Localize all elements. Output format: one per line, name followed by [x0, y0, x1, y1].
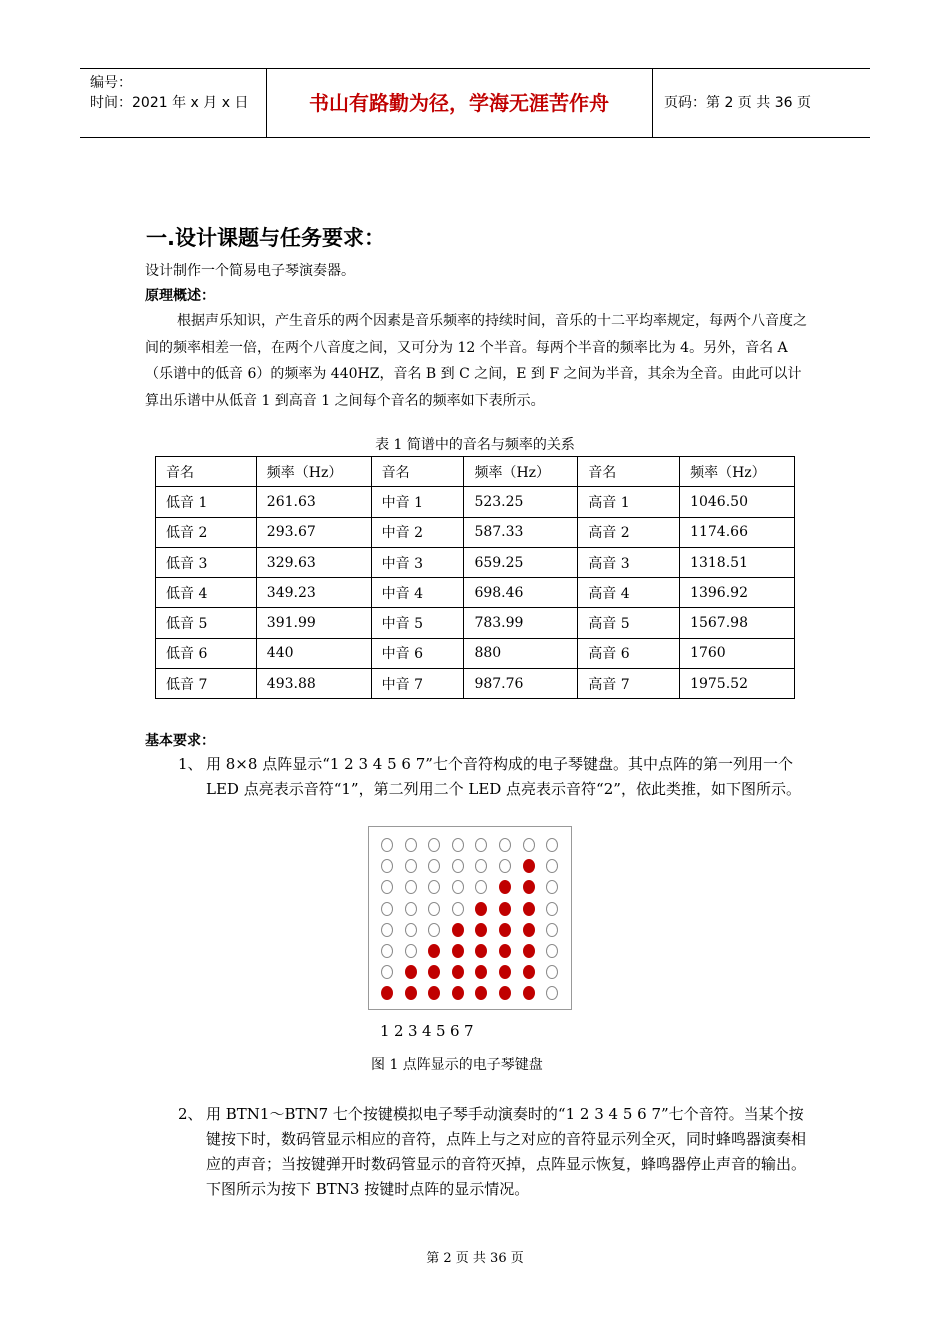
led-dot-off [381, 923, 393, 937]
led-dot-off [381, 944, 393, 958]
matrix-column-numbers [380, 1022, 478, 1040]
header-left [90, 73, 248, 113]
led-dot-on [428, 944, 440, 958]
table-cell: 493.88 [256, 669, 371, 699]
led-dot-off [546, 859, 558, 873]
led-dot-off [452, 838, 464, 852]
table-caption: 表 1 简谱中的音名与频率的关系 [375, 437, 575, 453]
led-dot-off [546, 880, 558, 894]
led-dot-off [546, 965, 558, 979]
matrix-column-number: 5 [436, 1022, 446, 1040]
table-cell: 880 [464, 638, 578, 668]
led-dot-on [523, 923, 535, 937]
table-cell: 987.76 [464, 669, 578, 699]
table-cell: 低音 7 [156, 669, 257, 699]
led-dot-off [405, 902, 417, 916]
table-cell: 659.25 [464, 547, 578, 577]
led-dot-on [499, 965, 511, 979]
led-dot-off [405, 838, 417, 852]
led-dot-on [381, 986, 393, 1000]
led-dot-on [452, 944, 464, 958]
led-dot-off [499, 859, 511, 873]
led-dot-on [405, 986, 417, 1000]
led-dot-off [452, 880, 464, 894]
table-cell: 中音 7 [371, 669, 464, 699]
table-row [156, 638, 795, 668]
table-cell: 1174.66 [680, 517, 795, 547]
table-cell: 587.33 [464, 517, 578, 547]
led-dot-off [428, 838, 440, 852]
led-dot-off [381, 965, 393, 979]
table-cell: 中音 3 [371, 547, 464, 577]
table-row [156, 578, 795, 608]
page-header [80, 68, 870, 138]
table-cell: 1975.52 [680, 669, 795, 699]
table-cell: 1046.50 [680, 487, 795, 517]
led-dot-off [405, 944, 417, 958]
requirements-label: 基本要求： [145, 733, 215, 749]
matrix-column-number: 1 [380, 1022, 390, 1040]
led-dot-off [405, 880, 417, 894]
table-header-cell: 音名 [156, 457, 257, 487]
led-dot-off [475, 880, 487, 894]
led-dot-off [381, 880, 393, 894]
led-dot-off [475, 838, 487, 852]
led-dot-off [452, 859, 464, 873]
led-dot-on [452, 986, 464, 1000]
table-cell: 高音 7 [578, 669, 680, 699]
table-cell: 698.46 [464, 578, 578, 608]
table-cell: 中音 1 [371, 487, 464, 517]
requirement-2 [178, 1102, 818, 1202]
principle-text: 根据声乐知识，产生音乐的两个因素是音乐频率的持续时间，音乐的十二平均率规定，每两个八音度之间的频率相差一倍，在两个八音度之间，又可分为 12 个半音。每两个半音的频率比为 4。另外，音名 A（乐谱中的低音 6）的频率为 440HZ，音名 B 到 C 之间，E 到 F 之间为半音，其余为全音。由此可以计算出乐谱中从低音 1 到高音 1 之间每个音名的频率如下表所示。 [145, 313, 807, 409]
led-dot-off [475, 859, 487, 873]
matrix-column-number: 3 [408, 1022, 418, 1040]
led-dot-on [452, 923, 464, 937]
led-dot-on [428, 986, 440, 1000]
principle-paragraph [145, 308, 815, 414]
requirement-number: 1、 [178, 755, 203, 773]
doc-number: 编号： [90, 75, 132, 91]
led-dot-off [546, 923, 558, 937]
led-dot-on [475, 902, 487, 916]
table-cell: 1396.92 [680, 578, 795, 608]
led-dot-on [523, 944, 535, 958]
led-dot-off [428, 902, 440, 916]
table-cell: 391.99 [256, 608, 371, 638]
led-dot-on [475, 944, 487, 958]
table-header-cell: 频率（Hz） [464, 457, 578, 487]
header-page-info: 页码：第 2 页 共 36 页 [664, 95, 811, 111]
led-dot-on [475, 923, 487, 937]
table-header-cell: 频率（Hz） [680, 457, 795, 487]
table-cell: 中音 6 [371, 638, 464, 668]
table-cell: 中音 2 [371, 517, 464, 547]
table-cell: 中音 5 [371, 608, 464, 638]
led-dot-off [546, 944, 558, 958]
led-dot-off [546, 838, 558, 852]
led-dot-on [523, 880, 535, 894]
table-cell: 329.63 [256, 547, 371, 577]
table-row [156, 517, 795, 547]
led-dot-on [475, 965, 487, 979]
led-dot-off [381, 859, 393, 873]
led-matrix-figure [368, 826, 572, 1010]
header-divider [652, 69, 653, 137]
table-cell: 440 [256, 638, 371, 668]
led-dot-on [523, 965, 535, 979]
table-header-cell: 音名 [371, 457, 464, 487]
task-text: 设计制作一个简易电子琴演奏器。 [145, 263, 355, 279]
table-cell: 1318.51 [680, 547, 795, 577]
led-dot-off [405, 859, 417, 873]
led-dot-on [405, 965, 417, 979]
led-dot-on [499, 923, 511, 937]
table-cell: 293.67 [256, 517, 371, 547]
table-row [156, 487, 795, 517]
matrix-column-number: 2 [394, 1022, 404, 1040]
led-dot-on [499, 880, 511, 894]
led-dot-off [546, 902, 558, 916]
led-dot-off [428, 923, 440, 937]
table-cell: 高音 4 [578, 578, 680, 608]
led-dot-off [428, 859, 440, 873]
table-cell: 低音 4 [156, 578, 257, 608]
requirement-number: 2、 [178, 1105, 203, 1123]
table-cell: 高音 5 [578, 608, 680, 638]
led-dot-off [546, 986, 558, 1000]
requirement-text: 用 8×8 点阵显示“1 2 3 4 5 6 7”七个音符构成的电子琴键盘。其中点阵的第一列用一个 LED 点亮表示音符“1”，第二列用二个 LED 点亮表示音符“2”，依此类推，如下图所示。 [206, 755, 801, 798]
led-dot-off [499, 838, 511, 852]
led-dot-off [405, 923, 417, 937]
led-dot-on [499, 902, 511, 916]
table-cell: 低音 3 [156, 547, 257, 577]
table-cell: 低音 2 [156, 517, 257, 547]
section-title: 一.设计课题与任务要求： [146, 226, 385, 250]
doc-date: 时间：2021 年 x 月 x 日 [90, 95, 249, 111]
led-dot-on [523, 859, 535, 873]
matrix-column-number: 6 [450, 1022, 460, 1040]
table-cell: 低音 6 [156, 638, 257, 668]
table-row [156, 669, 795, 699]
table-header-row [156, 457, 795, 487]
led-dot-off [428, 880, 440, 894]
page-footer: 第 2 页 共 36 页 [426, 1251, 524, 1266]
table-cell: 高音 6 [578, 638, 680, 668]
table-header-cell: 频率（Hz） [256, 457, 371, 487]
led-dot-on [523, 902, 535, 916]
principle-label: 原理概述： [145, 288, 215, 304]
requirement-1 [178, 752, 818, 802]
frequency-table [155, 456, 795, 699]
matrix-column-number: 7 [464, 1022, 474, 1040]
table-cell: 783.99 [464, 608, 578, 638]
table-cell: 低音 5 [156, 608, 257, 638]
header-motto: 书山有路勤为径，学海无涯苦作舟 [309, 91, 609, 115]
table-cell: 高音 3 [578, 547, 680, 577]
led-dot-on [523, 986, 535, 1000]
led-dot-on [499, 944, 511, 958]
table-cell: 261.63 [256, 487, 371, 517]
table-cell: 523.25 [464, 487, 578, 517]
led-dot-off [452, 902, 464, 916]
led-dot-on [475, 986, 487, 1000]
led-dot-on [499, 986, 511, 1000]
led-dot-off [381, 902, 393, 916]
table-cell: 高音 1 [578, 487, 680, 517]
led-dot-off [523, 838, 535, 852]
matrix-column-number: 4 [422, 1022, 432, 1040]
table-cell: 高音 2 [578, 517, 680, 547]
table-header-cell: 音名 [578, 457, 680, 487]
led-dot-on [428, 965, 440, 979]
table-cell: 中音 4 [371, 578, 464, 608]
figure-caption: 图 1 点阵显示的电子琴键盘 [371, 1057, 543, 1073]
led-dot-on [452, 965, 464, 979]
table-cell: 1760 [680, 638, 795, 668]
table-cell: 349.23 [256, 578, 371, 608]
table-cell: 1567.98 [680, 608, 795, 638]
table-cell: 低音 1 [156, 487, 257, 517]
requirement-text: 用 BTN1～BTN7 七个按键模拟电子琴手动演奏时的“1 2 3 4 5 6 7”七个音符。当某个按键按下时，数码管显示相应的音符，点阵上与之对应的音符显示列全灭，同时蜂鸣器演奏相应的声音；当按键弹开时数码管显示的音符灭掉，点阵显示恢复，蜂鸣器停止声音的输出。下图所示为按下 BTN3 按键时点阵的显示情况。 [206, 1105, 807, 1198]
table-row [156, 608, 795, 638]
table-row [156, 547, 795, 577]
led-dot-off [381, 838, 393, 852]
